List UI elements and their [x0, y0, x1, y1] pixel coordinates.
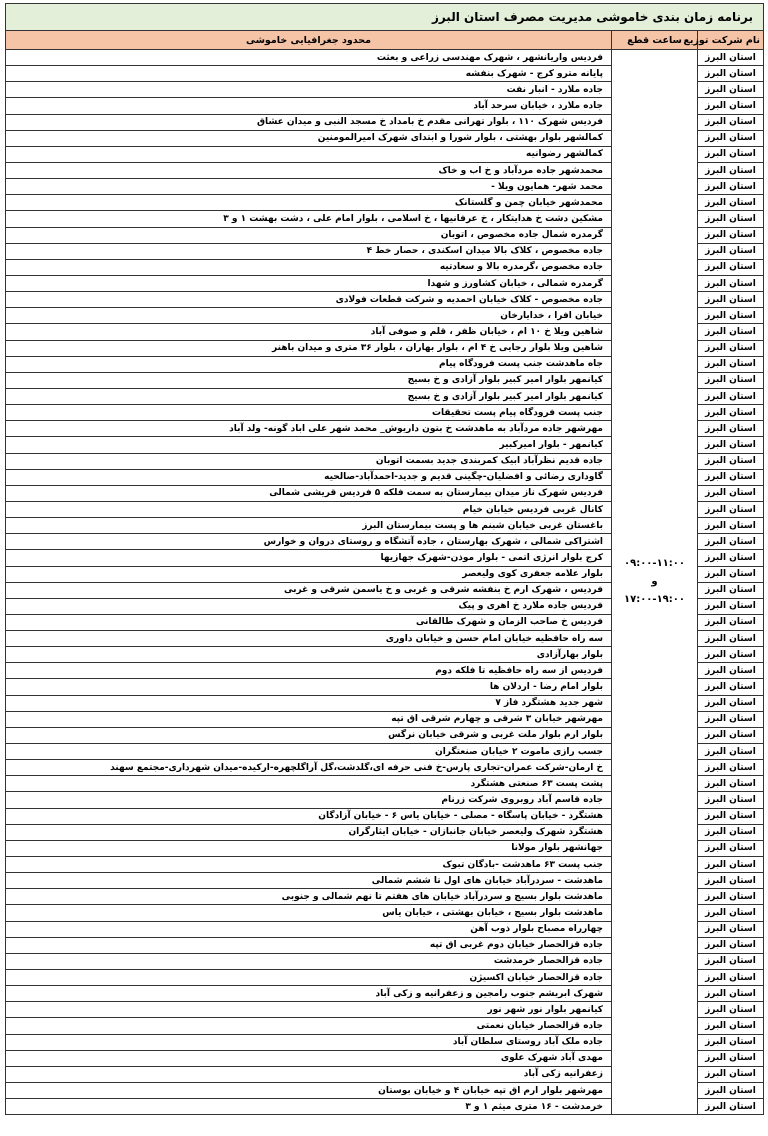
company-cell: استان البرز: [698, 501, 764, 517]
company-cell: استان البرز: [698, 840, 764, 856]
company-cell: استان البرز: [698, 162, 764, 178]
area-cell: مهرشهر بلوار ارم اق تپه خیابان ۴ و خیابان بوستان: [6, 1083, 612, 1099]
company-cell: استان البرز: [698, 776, 764, 792]
area-cell: باغستان غربی خیابان شبنم ها و پست بیمارستان البرز: [6, 518, 612, 534]
area-cell: کیانمهر بلوار امیر کبیر بلوار آزادی و خ بسیج: [6, 372, 612, 388]
area-cell: جاه ماهدشت جنب پست فرودگاه پیام: [6, 356, 612, 372]
company-cell: استان البرز: [698, 1099, 764, 1115]
company-cell: استان البرز: [698, 243, 764, 259]
company-cell: استان البرز: [698, 437, 764, 453]
area-cell: جنب پست فرودگاه پیام پست تحقیقات: [6, 405, 612, 421]
area-cell: فردیس جاده ملارد خ اهری و پیک: [6, 598, 612, 614]
company-cell: استان البرز: [698, 195, 764, 211]
company-cell: استان البرز: [698, 937, 764, 953]
company-cell: استان البرز: [698, 518, 764, 534]
header-area: محدود جغرافیایی خاموشی: [6, 31, 612, 50]
area-cell: مشکین دشت خ هدایتکار ، خ عرفانیها ، خ اسلامی ، بلوار امام علی ، دشت بهشت ۱ و ۳: [6, 211, 612, 227]
company-cell: استان البرز: [698, 292, 764, 308]
company-cell: استان البرز: [698, 614, 764, 630]
area-cell: جاده قاسم آباد روبروی شرکت زرنام: [6, 792, 612, 808]
company-cell: استان البرز: [698, 873, 764, 889]
area-cell: مهدی آباد شهرک علوی: [6, 1050, 612, 1066]
company-cell: استان البرز: [698, 663, 764, 679]
sheet-title: برنامه زمان بندی خاموشی مدیریت مصرف استان البرز: [6, 4, 764, 31]
area-cell: بلوار علامه جعفری کوی ولیعصر: [6, 566, 612, 582]
area-cell: جاده قزالحصار خرمدشت: [6, 953, 612, 969]
area-cell: جاده قزالحصار خیابان اکسیژن: [6, 970, 612, 986]
area-cell: جاده مخصوص - کلاک خیابان احمدیه و شرکت قطعات فولادی: [6, 292, 612, 308]
company-cell: استان البرز: [698, 421, 764, 437]
company-cell: استان البرز: [698, 647, 764, 663]
company-cell: استان البرز: [698, 550, 764, 566]
company-cell: استان البرز: [698, 808, 764, 824]
area-cell: شهر جدید هشتگرد فاز ۷: [6, 695, 612, 711]
company-cell: استان البرز: [698, 405, 764, 421]
company-cell: استان البرز: [698, 905, 764, 921]
company-cell: استان البرز: [698, 986, 764, 1002]
company-cell: استان البرز: [698, 372, 764, 388]
company-cell: استان البرز: [698, 695, 764, 711]
area-cell: شاهین ویلا بلوار رجایی خ ۴ ام ، بلوار بهاران ، بلوار ۳۶ متری و میدان باهنر: [6, 340, 612, 356]
company-cell: استان البرز: [698, 1002, 764, 1018]
company-cell: استان البرز: [698, 679, 764, 695]
area-cell: جاده قدیم نظرآباد ابیک کمربندی جدید بسمت اتوبان: [6, 453, 612, 469]
area-cell: جاده ملارد ، خیابان سرحد آباد: [6, 98, 612, 114]
area-cell: شاهین ویلا خ ۱۰ ام ، خیابان ظفر ، قلم و صوفی آباد: [6, 324, 612, 340]
area-cell: جاده قزالحصار خیابان نعمتی: [6, 1018, 612, 1034]
company-cell: استان البرز: [698, 760, 764, 776]
area-cell: محمدشهر جاده مردآباد و خ اب و خاک: [6, 162, 612, 178]
company-cell: استان البرز: [698, 598, 764, 614]
company-cell: استان البرز: [698, 566, 764, 582]
area-cell: کیانمهر - بلوار امیرکبیر: [6, 437, 612, 453]
area-cell: جاده ملارد - انبار نفت: [6, 82, 612, 98]
company-cell: استان البرز: [698, 227, 764, 243]
company-cell: استان البرز: [698, 114, 764, 130]
area-cell: کیانمهر بلوار نور شهر نور: [6, 1002, 612, 1018]
company-cell: استان البرز: [698, 485, 764, 501]
header-row: [6, 31, 764, 50]
company-cell: استان البرز: [698, 711, 764, 727]
company-cell: استان البرز: [698, 1018, 764, 1034]
company-cell: استان البرز: [698, 889, 764, 905]
area-cell: فردیس خ صاحب الزمان و شهرک طالقانی: [6, 614, 612, 630]
area-cell: خرمدشت - ۱۶ متری میثم ۱ و ۳: [6, 1099, 612, 1115]
area-cell: ماهدشت - سردرآباد خیابان های اول تا ششم شمالی: [6, 873, 612, 889]
company-cell: استان البرز: [698, 388, 764, 404]
area-cell: کانال غربی فردیس خیابان خیام: [6, 501, 612, 517]
area-cell: شهرک ابریشم جنوب رامجین و زعفرانیه و زکی آباد: [6, 986, 612, 1002]
area-cell: جهانشهر بلوار مولانا: [6, 840, 612, 856]
table-row: [6, 50, 764, 66]
area-cell: بلوار امام رضا - اردلان ها: [6, 679, 612, 695]
company-cell: استان البرز: [698, 582, 764, 598]
area-cell: خیابان افرا ، خدایارخان: [6, 308, 612, 324]
area-cell: ماهدشت بلوار بسیج و سردرآباد خیابان های هفتم تا نهم شمالی و جنوبی: [6, 889, 612, 905]
time-slot-joiner: و: [651, 576, 658, 588]
area-cell: کمالشهر رضوانیه: [6, 146, 612, 162]
area-cell: سه راه حافظیه خیابان امام حسن و خیابان داوری: [6, 631, 612, 647]
company-cell: استان البرز: [698, 1050, 764, 1066]
title-row: [6, 4, 764, 31]
company-cell: استان البرز: [698, 792, 764, 808]
area-cell: خ ارمان-شرکت عمران-تجاری پارس-خ فنی حرفه ای،گلدشت،گل آراگلچهره-ارکیده-میدان شهرداری-مجتمع سهند: [6, 760, 612, 776]
time-cell: [612, 50, 698, 1115]
area-cell: اشتراکی شمالی ، شهرک بهارستان ، جاده آتشگاه و روستای دروان و خوارس: [6, 534, 612, 550]
schedule-sheet: [5, 3, 763, 1115]
area-cell: فردیس شهرک ۱۱۰ ، بلوار تهرانی مقدم خ بامداد خ مسجد النبی و میدان عشاق: [6, 114, 612, 130]
area-cell: محمدشهر خیابان چمن و گلستانک: [6, 195, 612, 211]
company-cell: استان البرز: [698, 146, 764, 162]
company-cell: استان البرز: [698, 179, 764, 195]
area-cell: چهارراه مصباح بلوار ذوب آهن: [6, 921, 612, 937]
company-cell: استان البرز: [698, 259, 764, 275]
company-cell: استان البرز: [698, 744, 764, 760]
area-cell: بلوار بهارآزادی: [6, 647, 612, 663]
area-cell: جاده مخصوص ، کلاک بالا میدان اسکندی ، حصار خط ۴: [6, 243, 612, 259]
company-cell: استان البرز: [698, 82, 764, 98]
company-cell: استان البرز: [698, 324, 764, 340]
company-cell: استان البرز: [698, 1083, 764, 1099]
area-cell: مهرشهر جاده مردآباد به ماهدشت خ بتون داریوش_ محمد شهر علی اباد گونه- ولد آباد: [6, 421, 612, 437]
area-cell: پایانه مترو کرج - شهرک بنفشه: [6, 66, 612, 82]
area-cell: فردیس شهرک ناز میدان بیمارستان به سمت فلکه ۵ فردیس قریشی شمالی: [6, 485, 612, 501]
area-cell: جاده قزالحصار خیابان دوم غربی اق تپه: [6, 937, 612, 953]
company-cell: استان البرز: [698, 66, 764, 82]
area-cell: گرمدره شمالی ، خیابان کشاورز و شهدا: [6, 275, 612, 291]
company-cell: استان البرز: [698, 1066, 764, 1082]
company-cell: استان البرز: [698, 1034, 764, 1050]
header-company: نام شرکت توزیع: [698, 31, 764, 50]
company-cell: استان البرز: [698, 727, 764, 743]
company-cell: استان البرز: [698, 453, 764, 469]
company-cell: استان البرز: [698, 631, 764, 647]
company-cell: استان البرز: [698, 50, 764, 66]
area-cell: هشتگرد - خیابان پاسگاه - مصلی - خیابان یاس ۶ - خیابان آزادگان: [6, 808, 612, 824]
time-slot-second: ۱۷:۰۰-۱۹:۰۰: [624, 594, 685, 606]
area-cell: جنب پست ۶۳ ماهدشت -بادگان تبوک: [6, 857, 612, 873]
company-cell: استان البرز: [698, 534, 764, 550]
company-cell: استان البرز: [698, 824, 764, 840]
area-cell: مهرشهر خیابان ۳ شرقی و چهارم شرقی اق تپه: [6, 711, 612, 727]
company-cell: استان البرز: [698, 921, 764, 937]
area-cell: بلوار ارم بلوار ملت غربی و شرقی خیابان نرگس: [6, 727, 612, 743]
company-cell: استان البرز: [698, 308, 764, 324]
company-cell: استان البرز: [698, 356, 764, 372]
area-cell: پشت پست ۶۳ صنعتی هشتگرد: [6, 776, 612, 792]
area-cell: کمالشهر بلوار بهشتی ، بلوار شورا و ابتدای شهرک امیرالمومنین: [6, 130, 612, 146]
time-slot-first: ۰۹:۰۰-۱۱:۰۰: [624, 558, 685, 570]
area-cell: جاده مخصوص ،گرمدره بالا و سعادتیه: [6, 259, 612, 275]
area-cell: گاوداری رضائی و افضلیان-چگینی قدیم و جدید-احمدآباد-صالحیه: [6, 469, 612, 485]
company-cell: استان البرز: [698, 340, 764, 356]
area-cell: هشتگرد شهرک ولیعصر خیابان جانبازان - خیابان ایثارگران: [6, 824, 612, 840]
area-cell: کرج بلوار انرژی اتمی - بلوار موذن-شهرک جهازیها: [6, 550, 612, 566]
area-cell: زعفرانیه زکی آباد: [6, 1066, 612, 1082]
area-cell: جاده ملک آباد روستای سلطان آباد: [6, 1034, 612, 1050]
area-cell: گرمدره شمال جاده مخصوص ، اتوبان: [6, 227, 612, 243]
company-cell: استان البرز: [698, 130, 764, 146]
area-cell: فردیس ، شهرک ارم خ بنفشه شرقی و غربی و خ یاسمن شرقی و غربی: [6, 582, 612, 598]
area-cell: فردیس از سه راه حافظیه تا فلکه دوم: [6, 663, 612, 679]
area-cell: جسب رازی ماموت ۲ خیابان صنعتگران: [6, 744, 612, 760]
company-cell: استان البرز: [698, 970, 764, 986]
area-cell: محمد شهر- همایون ویلا -: [6, 179, 612, 195]
company-cell: استان البرز: [698, 98, 764, 114]
header-time: ساعت قطع: [612, 31, 698, 50]
company-cell: استان البرز: [698, 469, 764, 485]
company-cell: استان البرز: [698, 211, 764, 227]
area-cell: فردیس واریانشهر ، شهرک مهندسی زراعی و بعثت: [6, 50, 612, 66]
company-cell: استان البرز: [698, 953, 764, 969]
area-cell: ماهدشت بلوار بسیج ، خیابان بهشتی ، خیابان یاس: [6, 905, 612, 921]
company-cell: استان البرز: [698, 275, 764, 291]
company-cell: استان البرز: [698, 857, 764, 873]
area-cell: کیانمهر بلوار امیر کبیر بلوار آزادی و خ بسیج: [6, 388, 612, 404]
schedule-table: [5, 3, 764, 1115]
